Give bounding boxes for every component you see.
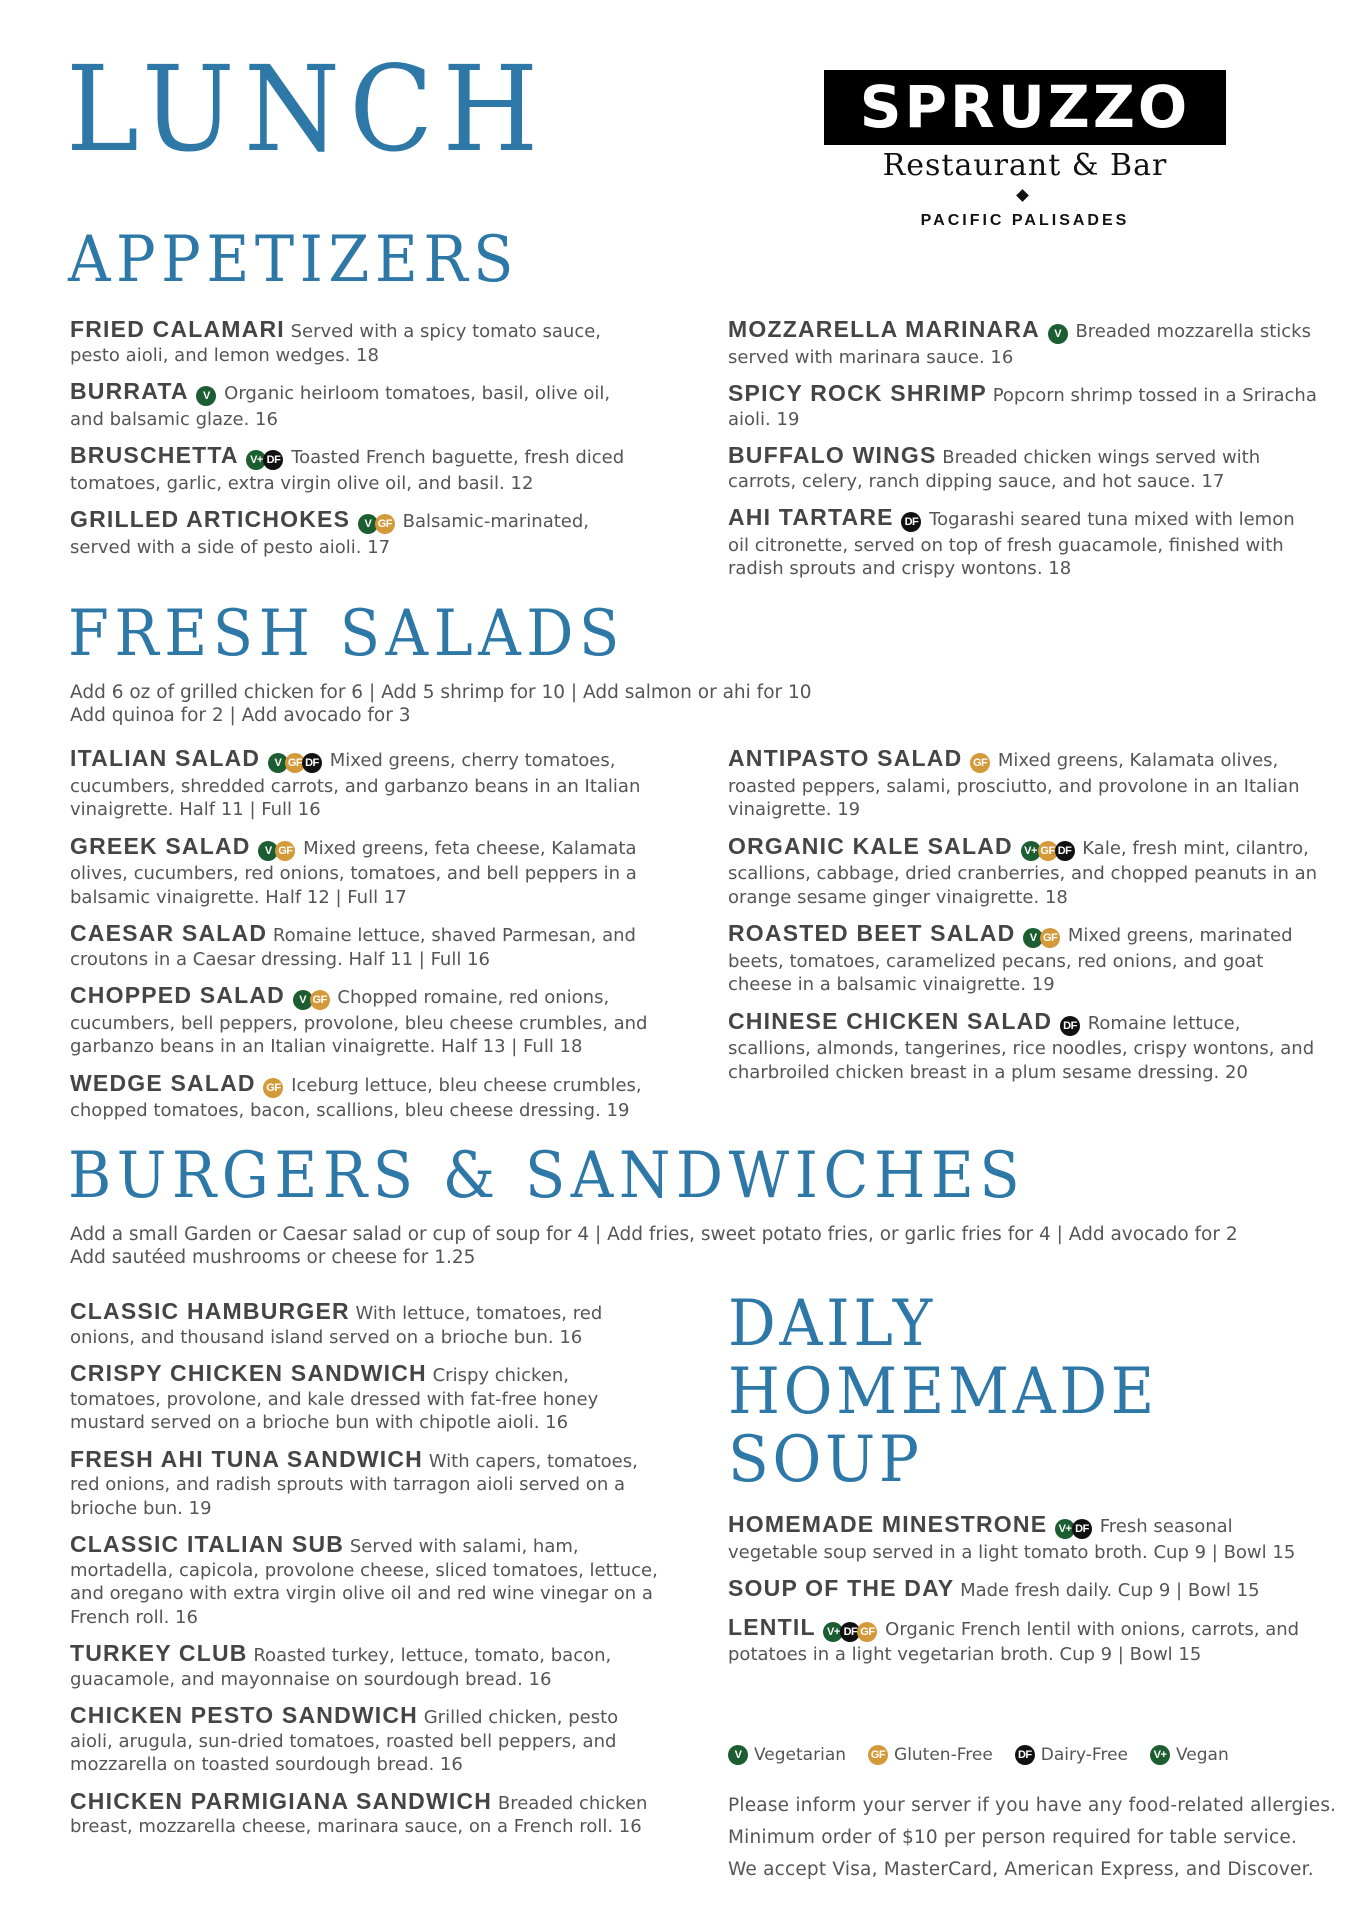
menu-item-description: With lettuce, tomatoes, red onions, and thousand island served on a brioche bun. 16	[70, 1303, 603, 1348]
menu-item-chicken-pesto-sandwich	[70, 1704, 660, 1777]
burgers-heading: BURGERS & SANDWICHES	[68, 1139, 1026, 1213]
menu-item-chicken-parmigiana-sandwich	[70, 1787, 660, 1839]
menu-item-fresh-ahi-tuna-sandwich	[70, 1445, 660, 1521]
dietary-badges	[1048, 322, 1068, 346]
dietary-badges	[1021, 839, 1075, 863]
menu-item-classic-hamburger	[70, 1300, 660, 1349]
menu-item-description: Romaine lettuce, scallions, almonds, tangerines, rice noodles, crispy wontons, and charbroiled chicken breast in a plum sesame dressing. 20	[728, 1012, 1315, 1083]
menu-item-description: Roasted turkey, lettuce, tomato, bacon, guacamole, and mayonnaise on sourdough bread. 16	[70, 1645, 612, 1690]
dietary-badges	[970, 751, 990, 775]
burgers-addons	[70, 1223, 1238, 1269]
menu-item-name: CAESAR SALAD	[70, 920, 268, 946]
dietary-legend	[728, 1745, 1251, 1765]
menu-item-name: CHICKEN PARMIGIANA SANDWICH	[70, 1787, 493, 1814]
menu-item-name: CRISPY CHICKEN SANDWICH	[70, 1360, 427, 1386]
menu-item-mozzarella-marinara	[728, 318, 1318, 369]
menu-item-description: Fresh seasonal vegetable soup served in a light tomato broth. Cup 9 | Bowl 15	[728, 1516, 1296, 1563]
menu-item-description: Toasted French baguette, fresh diced tomatoes, garlic, extra virgin olive oil, and basil. 12	[70, 447, 625, 494]
salads-addons-line-2: Add quinoa for 2 | Add avocado for 3	[70, 705, 411, 726]
dietary-badges	[1055, 1517, 1092, 1541]
menu-item-description: Breaded mozzarella sticks served with marinara sauce. 16	[728, 321, 1311, 368]
vegetarian-badge-icon: V	[196, 386, 216, 406]
menu-item-description: Breaded chicken breast, mozzarella cheese, marinara sauce, on a French roll. 16	[70, 1792, 648, 1837]
menu-item-classic-italian-sub	[70, 1533, 660, 1629]
burgers-addons-line-2: Add sautéed mushrooms or cheese for 1.25	[70, 1247, 476, 1268]
menu-item-name: CHINESE CHICKEN SALAD	[728, 1007, 1053, 1034]
menu-item-chinese-chicken-salad	[728, 1007, 1318, 1085]
gluten-free-badge-icon: GF	[285, 753, 305, 773]
logo-name: SPRUZZO	[859, 73, 1191, 141]
appetizers-heading: APPETIZERS	[68, 223, 520, 297]
salads-addons-line-1: Add 6 oz of grilled chicken for 6 | Add 5 shrimp for 10 | Add salmon or ahi for 10	[70, 682, 812, 703]
menu-item-description: Togarashi seared tuna mixed with lemon oil citronette, served on top of fresh guacamole, finished with radish sprouts and crispy wontons. 18	[728, 509, 1295, 579]
appetizers-right-column	[728, 318, 1318, 594]
burgers-column	[70, 1300, 660, 1852]
menu-item-name: MOZZARELLA MARINARA	[728, 316, 1040, 342]
menu-item-name: GRILLED ARTICHOKES	[70, 506, 351, 532]
appetizers-left-column	[70, 318, 630, 572]
vegetarian-badge-icon: V	[1023, 928, 1043, 948]
dietary-badges	[258, 839, 295, 863]
menu-item-description: Served with a spicy tomato sauce, pesto aioli, and lemon wedges. 18	[70, 321, 602, 366]
menu-item-description: Made fresh daily. Cup 9 | Bowl 15	[960, 1580, 1260, 1601]
vegan-badge-icon: V+	[823, 1622, 843, 1642]
menu-item-description: Balsamic-marinated, served with a side of pesto aioli. 17	[70, 511, 590, 558]
menu-item-spicy-rock-shrimp	[728, 382, 1318, 431]
menu-item-name: TURKEY CLUB	[70, 1640, 248, 1666]
vegetarian-badge-icon: V	[293, 990, 313, 1010]
vegan-badge-icon: V+	[246, 450, 266, 470]
menu-item-name: CLASSIC ITALIAN SUB	[70, 1531, 345, 1557]
gluten-free-badge-icon: GF	[868, 1745, 888, 1765]
menu-item-description: Mixed greens, Kalamata olives, roasted peppers, salami, prosciutto, and provolone in an Italian vinaigrette. 19	[728, 750, 1300, 820]
menu-item-description: Breaded chicken wings served with carrots, celery, ranch dipping sauce, and hot sauce. 17	[728, 447, 1261, 492]
menu-item-ahi-tartare	[728, 506, 1318, 581]
menu-item-homemade-minestrone	[728, 1513, 1328, 1564]
soup-heading	[728, 1287, 1158, 1497]
dairy-free-badge-icon: DF	[901, 512, 921, 532]
menu-item-organic-kale-salad	[728, 832, 1318, 910]
dietary-badges	[246, 448, 283, 472]
menu-item-name: AHI TARTARE	[728, 504, 894, 530]
menu-item-description: With capers, tomatoes, red onions, and radish sprouts with tarragon aioli served on a brioche bun. 19	[70, 1450, 638, 1519]
menu-item-name: ITALIAN SALAD	[70, 745, 261, 771]
gluten-free-badge-icon: GF	[857, 1622, 877, 1642]
dietary-badges	[358, 512, 395, 536]
menu-item-description: Chopped romaine, red onions, cucumbers, bell peppers, provolone, bleu cheese crumbles, and garbanzo beans in an Italian vinaigrette. Half 13 | Full 18	[70, 987, 648, 1057]
menu-item-name: ORGANIC KALE SALAD	[728, 832, 1013, 859]
vegetarian-badge-icon: V	[728, 1745, 748, 1765]
gluten-free-badge-icon: GF	[970, 753, 990, 773]
menu-item-description: Grilled chicken, pesto aioli, arugula, sun-dried tomatoes, roasted bell peppers, and mozzarella on toasted sourdough bread. 16	[70, 1707, 619, 1775]
menu-item-turkey-club	[70, 1642, 660, 1691]
restaurant-logo	[824, 70, 1226, 145]
soup-heading-line-3: SOUP	[728, 1423, 923, 1497]
menu-item-name: FRESH AHI TUNA SANDWICH	[70, 1445, 423, 1472]
dairy-free-badge-icon: DF	[840, 1622, 860, 1642]
menu-item-name: SOUP OF THE DAY	[728, 1575, 955, 1601]
vegetarian-badge-icon: V	[268, 753, 288, 773]
menu-item-description: Organic heirloom tomatoes, basil, olive oil, and balsamic glaze. 16	[70, 383, 611, 430]
dairy-free-badge-icon: DF	[1060, 1016, 1080, 1036]
legend-item-vegetarian	[728, 1745, 846, 1765]
dietary-badges	[293, 988, 330, 1012]
gluten-free-badge-icon: GF	[1040, 928, 1060, 948]
vegan-badge-icon: V+	[1150, 1745, 1170, 1765]
legend-label: Dairy-Free	[1040, 1745, 1128, 1765]
menu-item-name: WEDGE SALAD	[70, 1069, 256, 1096]
dairy-free-badge-icon: DF	[302, 753, 322, 773]
dairy-free-badge-icon: DF	[1055, 841, 1075, 861]
gluten-free-badge-icon: GF	[310, 990, 330, 1010]
salads-addons	[70, 681, 812, 727]
vegetarian-badge-icon: V	[258, 841, 278, 861]
menu-item-name: CLASSIC HAMBURGER	[70, 1298, 350, 1324]
menu-item-roasted-beet-salad	[728, 922, 1318, 997]
menu-item-burrata	[70, 380, 630, 431]
dietary-badges	[1060, 1014, 1080, 1038]
salads-left-column	[70, 747, 660, 1136]
legend-label: Gluten-Free	[894, 1745, 993, 1765]
menu-item-description: Crispy chicken, tomatoes, provolone, and kale dressed with fat-free honey mustard served on a brioche bun with chipotle aioli. 16	[70, 1365, 599, 1433]
menu-item-antipasto-salad	[728, 747, 1318, 822]
logo-location: PACIFIC PALISADES	[920, 212, 1130, 229]
page-title: LUNCH	[66, 40, 548, 178]
gluten-free-badge-icon: GF	[375, 514, 395, 534]
minimum-order-note: Minimum order of $10 per person required for table service.	[728, 1827, 1298, 1848]
gluten-free-badge-icon: GF	[1038, 841, 1058, 861]
dairy-free-badge-icon: DF	[1072, 1519, 1092, 1539]
menu-item-description: Mixed greens, cherry tomatoes, cucumbers, shredded carrots, and garbanzo beans in an Italian vinaigrette. Half 11 | Full 16	[70, 750, 641, 820]
dietary-badges	[1023, 926, 1060, 950]
dietary-badges	[196, 384, 216, 408]
dairy-free-badge-icon: DF	[263, 450, 283, 470]
menu-item-name: LENTIL	[728, 1613, 816, 1640]
menu-item-name: FRIED CALAMARI	[70, 316, 285, 342]
menu-item-greek-salad	[70, 832, 660, 910]
dairy-free-badge-icon: DF	[1015, 1745, 1035, 1765]
menu-item-name: GREEK SALAD	[70, 832, 251, 859]
burgers-addons-line-1: Add a small Garden or Caesar salad or cup of soup for 4 | Add fries, sweet potato fries, or garlic fries for 4 | Add avocado for 2	[70, 1224, 1238, 1245]
menu-item-description: Popcorn shrimp tossed in a Sriracha aioli. 19	[728, 385, 1317, 430]
logo-subtitle: Restaurant & Bar	[882, 148, 1168, 183]
dietary-badges	[268, 751, 322, 775]
gluten-free-badge-icon: GF	[275, 841, 295, 861]
menu-item-caesar-salad	[70, 922, 660, 971]
menu-item-chopped-salad	[70, 984, 660, 1059]
dietary-badges	[901, 510, 921, 534]
menu-item-soup-of-the-day	[728, 1577, 1328, 1603]
vegetarian-badge-icon: V	[1048, 324, 1068, 344]
soup-heading-line-1: DAILY	[728, 1287, 936, 1361]
menu-item-name: ROASTED BEET SALAD	[728, 920, 1016, 946]
menu-item-description: Served with salami, ham, mortadella, capicola, provolone cheese, sliced tomatoes, lettuce, and oregano with extra virgin olive oil and red wine vinegar on a French roll. 16	[70, 1536, 658, 1628]
allergy-note: Please inform your server if you have any food-related allergies.	[728, 1795, 1337, 1816]
legend-item-vegan	[1150, 1745, 1229, 1765]
soup-heading-line-2: HOMEMADE	[728, 1355, 1158, 1429]
menu-item-description: Kale, fresh mint, cilantro, scallions, cabbage, dried cranberries, and chopped peanuts in an orange sesame ginger vinaigrette. 18	[728, 837, 1318, 908]
legend-label: Vegetarian	[754, 1745, 847, 1765]
menu-item-fried-calamari	[70, 318, 630, 367]
menu-item-description: Iceburg lettuce, bleu cheese crumbles, chopped tomatoes, bacon, scallions, bleu cheese dressing. 19	[70, 1074, 642, 1121]
gluten-free-badge-icon: GF	[263, 1078, 283, 1098]
payment-note: We accept Visa, MasterCard, American Express, and Discover.	[728, 1859, 1314, 1880]
menu-item-bruschetta	[70, 444, 630, 495]
menu-item-name: SPICY ROCK SHRIMP	[728, 380, 987, 406]
salads-heading: FRESH SALADS	[68, 597, 625, 671]
menu-item-description: Mixed greens, feta cheese, Kalamata olives, cucumbers, red onions, tomatoes, and bell peppers in a balsamic vinaigrette. Half 12 | Full 17	[70, 837, 637, 908]
legend-label: Vegan	[1176, 1745, 1229, 1765]
menu-item-name: CHOPPED SALAD	[70, 982, 285, 1008]
menu-item-grilled-artichokes	[70, 508, 630, 559]
menu-item-name: ANTIPASTO SALAD	[728, 745, 963, 771]
menu-item-description: Romaine lettuce, shaved Parmesan, and croutons in a Caesar dressing. Half 11 | Full 16	[70, 925, 636, 970]
menu-item-description: Organic French lentil with onions, carrots, and potatoes in a light vegetarian broth. Cup 9 | Bowl 15	[728, 1618, 1300, 1665]
salads-right-column	[728, 747, 1318, 1097]
vegetarian-badge-icon: V	[358, 514, 378, 534]
dietary-badges	[263, 1076, 283, 1100]
dietary-badges	[823, 1620, 877, 1644]
menu-item-name: BUFFALO WINGS	[728, 442, 937, 468]
legend-item-gluten-free	[868, 1745, 993, 1765]
vegan-badge-icon: V+	[1055, 1519, 1075, 1539]
soup-column	[728, 1513, 1328, 1680]
menu-item-name: BRUSCHETTA	[70, 442, 239, 468]
menu-item-description: Mixed greens, marinated beets, tomatoes, caramelized pecans, red onions, and goat cheese in a balsamic vinaigrette. 19	[728, 925, 1293, 995]
logo-diamond-icon	[1016, 189, 1029, 202]
menu-item-name: BURRATA	[70, 378, 189, 404]
menu-item-crispy-chicken-sandwich	[70, 1362, 660, 1435]
vegan-badge-icon: V+	[1021, 841, 1041, 861]
menu-item-name: CHICKEN PESTO SANDWICH	[70, 1702, 418, 1728]
menu-item-buffalo-wings	[728, 444, 1318, 493]
menu-item-wedge-salad	[70, 1069, 660, 1123]
menu-item-name: HOMEMADE MINESTRONE	[728, 1511, 1048, 1537]
menu-item-italian-salad	[70, 747, 660, 822]
menu-item-lentil	[728, 1613, 1328, 1667]
legend-item-dairy-free	[1015, 1745, 1128, 1765]
